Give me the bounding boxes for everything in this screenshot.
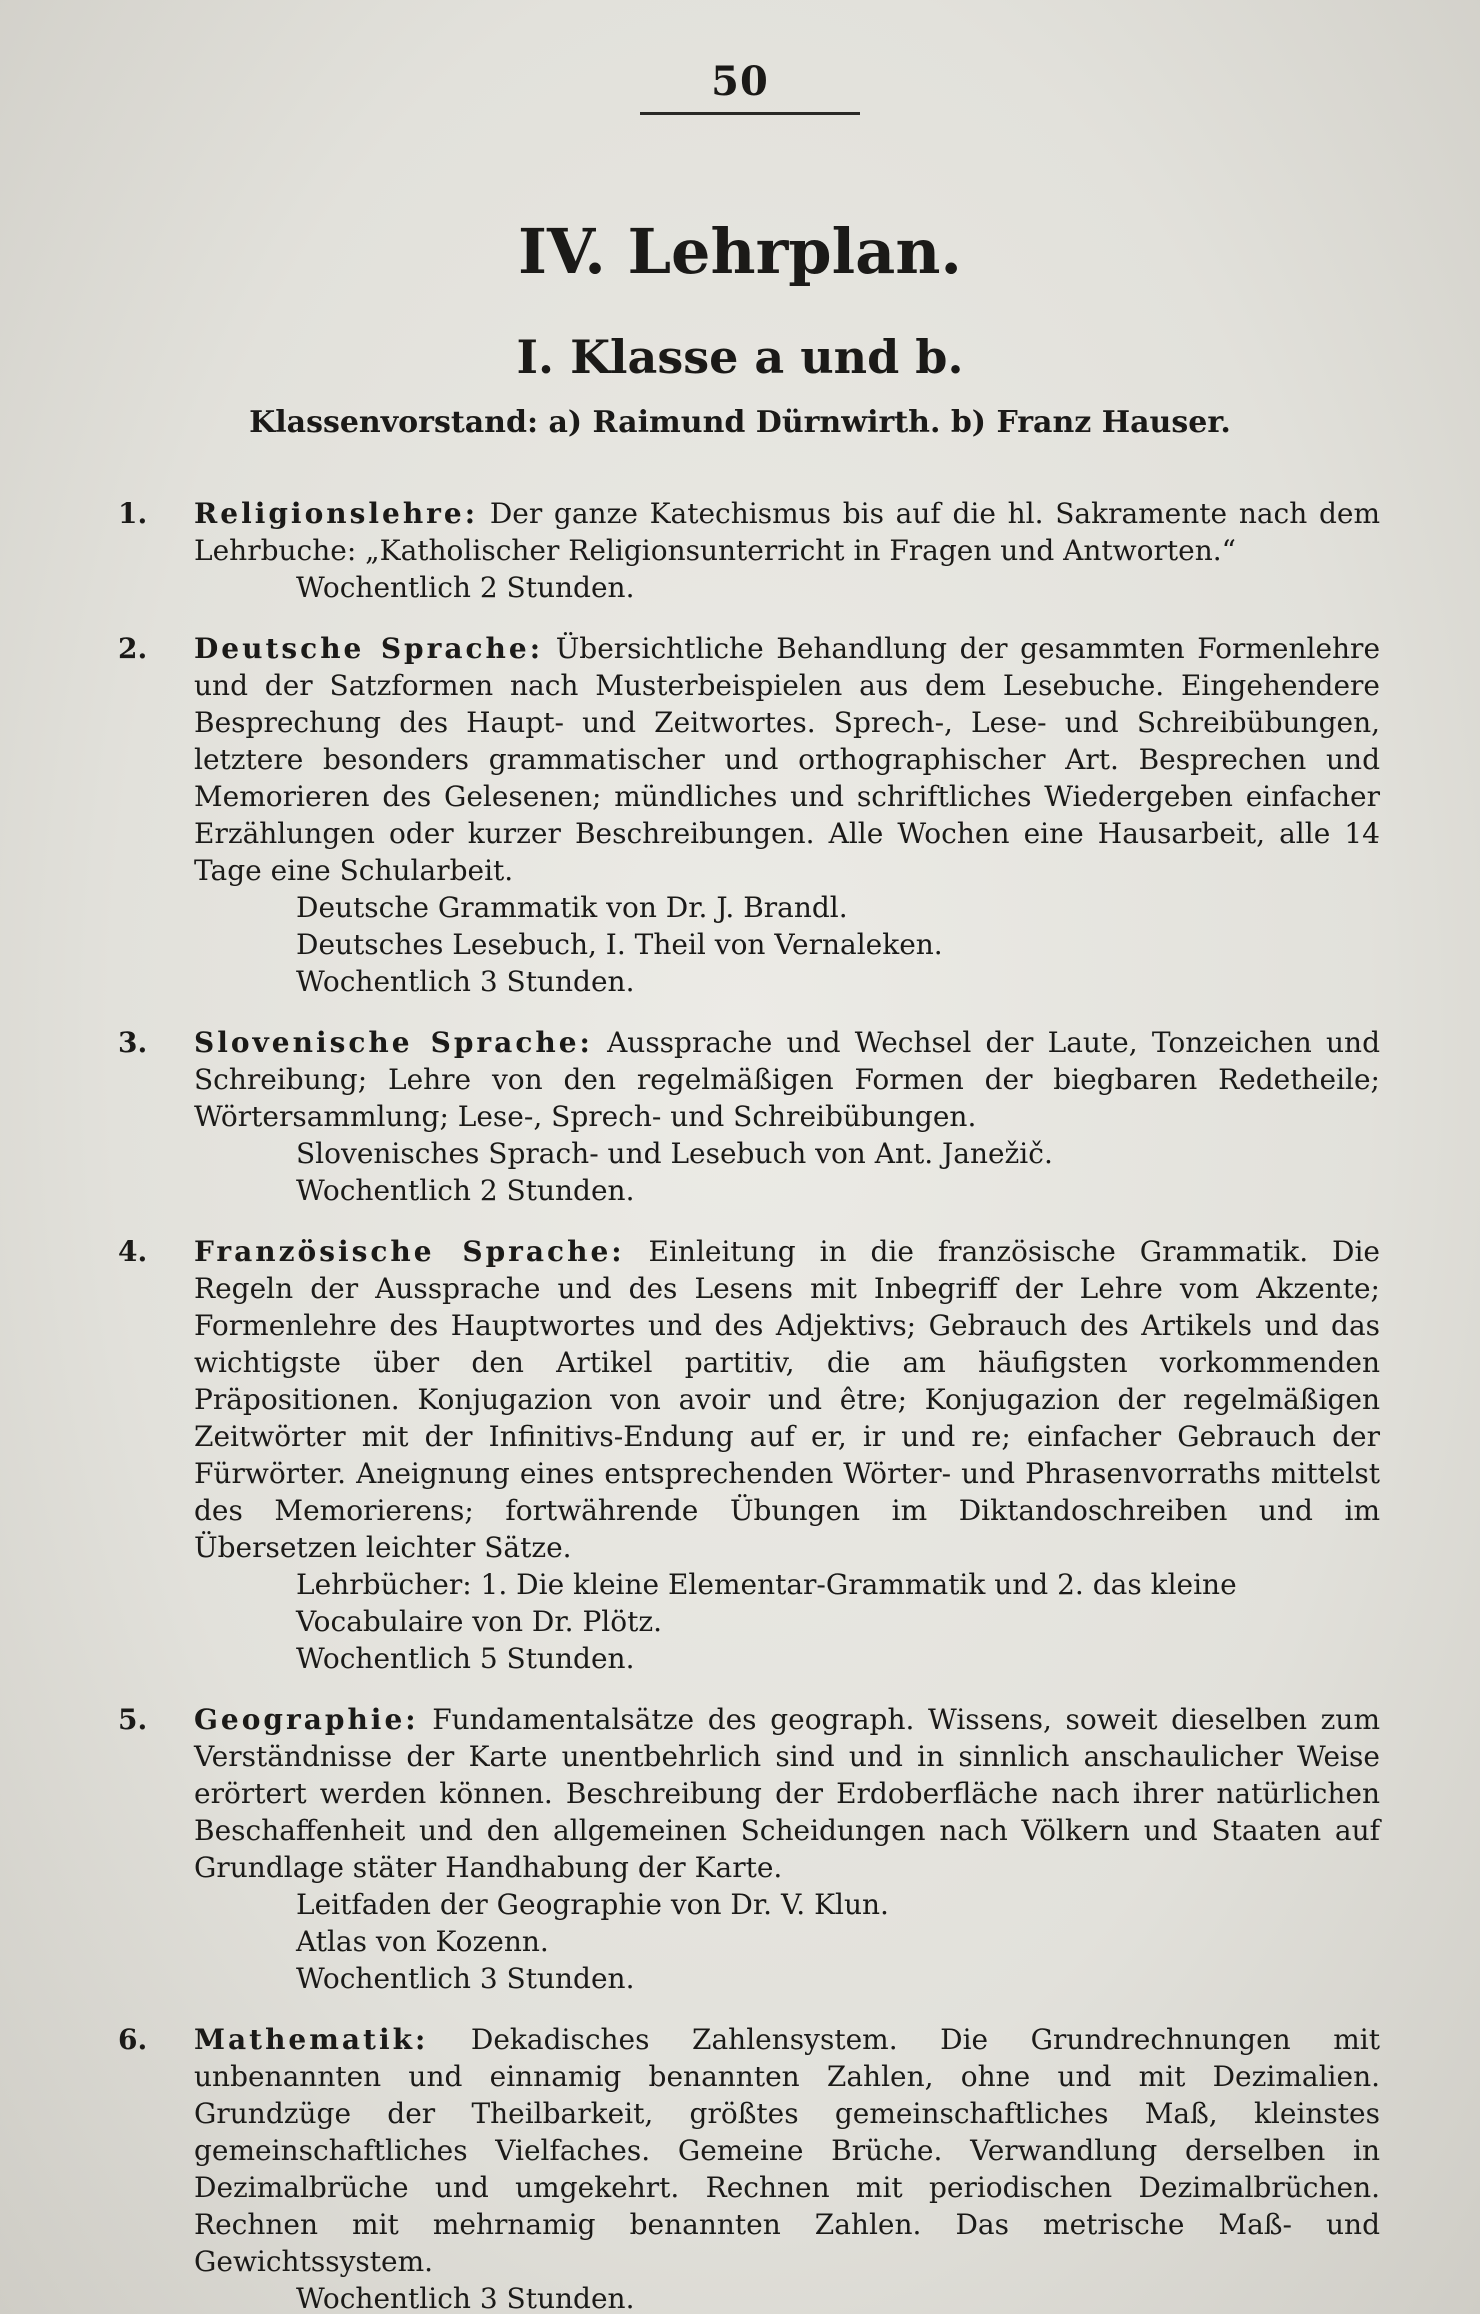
- section-number: 3.: [118, 1026, 148, 1059]
- section-body: [118, 1701, 1380, 1886]
- curriculum-section: [118, 630, 1380, 1000]
- section-text: Übersichtliche Behandlung der gesammten Formenlehre und der Satzformen nach Musterbeispielen aus dem Lesebuche. Eingehendere Besprechung des Haupt- und Zeitwortes. Sprech-, Lese- und Schreibübungen, letztere besonders grammatischer und orthographischer Art. Besprechen und Memorieren des Gelesenen; mündliches und schriftliches Wiedergeben einfacher Erzählungen oder kurzer Beschreibungen. Alle Wochen eine Hausarbeit, alle 14 Tage eine Schularbeit.: [194, 632, 1381, 887]
- section-number: 1.: [118, 497, 148, 530]
- section-reference: Atlas von Kozenn.: [296, 1925, 549, 1958]
- section-body: [118, 2021, 1380, 2280]
- section-reference: Wochentlich 2 Stunden.: [296, 571, 635, 604]
- section-reference: Deutsches Lesebuch, I. Theil von Vernaleken.: [296, 928, 943, 961]
- section-text: Fundamentalsätze des geograph. Wissens, soweit dieselben zum Verständnisse der Karte unentbehrlich sind und in sinnlich anschaulicher Weise erörtert werden können. Beschreibung der Erdoberfläche nach ihrer natürlichen Beschaffenheit und den allgemeinen Scheidungen nach Völkern und Staaten auf Grundlage stäter Handhabung der Karte.: [194, 1703, 1380, 1884]
- section-body: [118, 630, 1380, 889]
- section-heading: Geographie:: [194, 1703, 419, 1736]
- section-text: Aussprache und Wechsel der Laute, Tonzeichen und Schreibung; Lehre von den regelmäßigen Formen der biegbaren Redetheile; Wörtersammlung; Lese-, Sprech- und Schreibübungen.: [194, 1026, 1380, 1133]
- section-heading: Mathematik:: [194, 2023, 429, 2056]
- class-teacher-line: Klassenvorstand: a) Raimund Dürnwirth. b) Franz Hauser.: [249, 405, 1231, 440]
- section-number: 5.: [118, 1703, 148, 1736]
- section-reference: Wochentlich 3 Stunden.: [296, 2282, 635, 2314]
- curriculum-sections: [118, 495, 1380, 2314]
- page-number: 50: [711, 58, 769, 105]
- section-reference: Wochentlich 3 Stunden.: [296, 1962, 635, 1995]
- section-reference: Leitfaden der Geographie von Dr. V. Klun.: [296, 1888, 889, 1921]
- curriculum-section: [118, 2021, 1380, 2314]
- curriculum-section: [118, 495, 1380, 606]
- page-number-rule: [640, 112, 860, 115]
- section-text: Der ganze Katechismus bis auf die hl. Sakramente nach dem Lehrbuche: „Katholischer Religionsunterricht in Fragen und Antworten.“: [194, 497, 1381, 567]
- section-reference: Lehrbücher: 1. Die kleine Elementar-Grammatik und 2. das kleine Vocabulaire von Dr. Plötz.: [296, 1568, 1237, 1638]
- curriculum-section: [118, 1701, 1380, 1997]
- section-heading: Französische Sprache:: [194, 1235, 625, 1268]
- section-number: 2.: [118, 632, 148, 665]
- section-heading: Slovenische Sprache:: [194, 1026, 593, 1059]
- section-number: 4.: [118, 1235, 148, 1268]
- section-body: [118, 1024, 1380, 1135]
- section-text: Dekadisches Zahlensystem. Die Grundrechnungen mit unbenannten und einnamig benannten Zahlen, ohne und mit Dezimalien. Grundzüge der Theilbarkeit, größtes gemeinschaftliches Maß, kleinstes gemeinschaftliches Vielfaches. Gemeine Brüche. Verwandlung derselben in Dezimalbrüche und umgekehrt. Rechnen mit periodischen Dezimalbrüchen. Rechnen mit mehrnamig benannten Zahlen. Das metrische Maß- und Gewichtssystem.: [194, 2023, 1381, 2278]
- section-reference: Wochentlich 5 Stunden.: [296, 1642, 635, 1675]
- page-title: IV. Lehrplan.: [518, 215, 962, 288]
- curriculum-section: [118, 1024, 1380, 1209]
- section-reference: Deutsche Grammatik von Dr. J. Brandl.: [296, 891, 848, 924]
- curriculum-section: [118, 1233, 1380, 1677]
- section-reference: Wochentlich 3 Stunden.: [296, 965, 635, 998]
- section-text: Einleitung in die französische Grammatik. Die Regeln der Aussprache und des Lesens mit Inbegriff der Lehre vom Akzente; Formenlehre des Hauptwortes und des Adjektivs; Gebrauch des Artikels und das wichtigste über den Artikel partitiv, die am häufigsten vorkommenden Präpositionen. Konjugazion von avoir und être; Konjugazion der regelmäßigen Zeitwörter mit der Infinitivs-Endung auf er, ir und re; einfacher Gebrauch der Fürwörter. Aneignung eines entsprechenden Wörter- und Phrasenvorraths mittelst des Memorierens; fortwährende Übungen im Diktandoschreiben und im Übersetzen leichter Sätze.: [194, 1235, 1380, 1564]
- section-heading: Religionslehre:: [194, 497, 479, 530]
- section-body: [118, 1233, 1380, 1566]
- section-subtitle: I. Klasse a und b.: [516, 330, 964, 384]
- section-number: 6.: [118, 2023, 148, 2056]
- section-reference: Wochentlich 2 Stunden.: [296, 1174, 635, 1207]
- section-body: [118, 495, 1380, 569]
- section-heading: Deutsche Sprache:: [194, 632, 544, 665]
- section-reference: Slovenisches Sprach- und Lesebuch von Ant. Janežič.: [296, 1137, 1053, 1170]
